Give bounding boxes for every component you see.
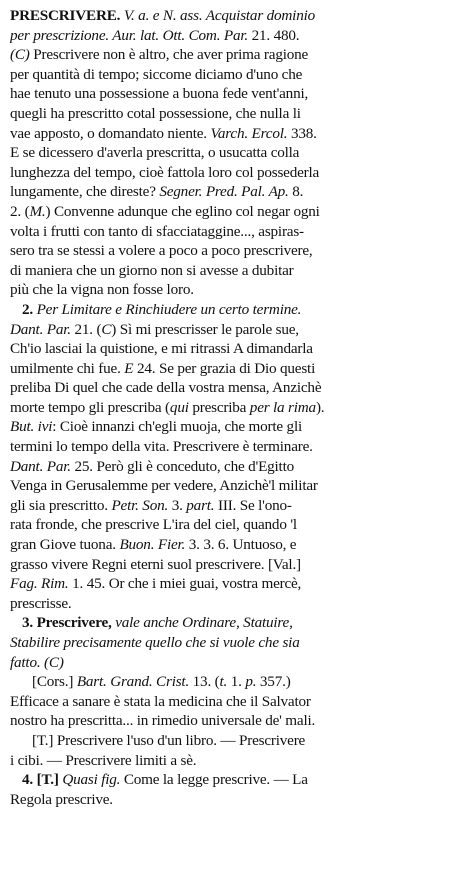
text-line [10, 378, 462, 398]
text-run: Varch. Ercol. [210, 124, 288, 142]
sense-4 [10, 770, 462, 809]
text-run: Ch'io lasciai la quistione, e mi ritrassi A dimandarla [10, 340, 313, 358]
text-run: morte tempo gli prescriba ( [10, 398, 170, 416]
text-line [10, 672, 462, 692]
text-run: di maniera che un giorno non si avesse a dubitar [10, 261, 294, 279]
text-line [10, 711, 462, 731]
text-run: ) Convenne adunque che eglino col negar ogni [45, 202, 320, 220]
text-run: più che la vigna non fosse loro. [10, 281, 194, 299]
text-line [10, 535, 462, 555]
text-run: Quasi fig. [62, 771, 121, 789]
sense-3 [10, 613, 462, 672]
text-run: prescriba [188, 398, 250, 416]
text-run: 3. [168, 496, 187, 514]
text-line [10, 574, 462, 594]
text-line [10, 770, 462, 790]
text-line [10, 45, 462, 65]
text-run: 21. 480. [247, 26, 300, 44]
text-line [10, 143, 462, 163]
text-line [10, 751, 462, 771]
text-run: fatto. (C) [10, 653, 64, 671]
text-run: gran Giove tuona. [10, 536, 120, 554]
text-run: V. a. e N. ass. Acquistar dominio [123, 7, 316, 24]
text-line [10, 515, 462, 535]
text-run: 8. [288, 183, 304, 201]
text-run: 25. Però gli è conceduto, che d'Egitto [70, 457, 294, 475]
text-line [10, 65, 462, 85]
entry-prescrivere [10, 6, 462, 300]
text-run: C [101, 320, 112, 338]
text-run: ). [315, 398, 325, 416]
text-run: 1. 45. Or che i miei guai, vostra mercè, [68, 575, 302, 593]
text-run: gli sia prescritto. [10, 496, 112, 514]
text-run: vale anche Ordinare, Statuire, [111, 614, 293, 632]
text-run: Buon. Fier. [119, 536, 186, 554]
text-line [10, 280, 462, 300]
text-run: qui [169, 398, 189, 416]
text-line [10, 613, 462, 633]
text-line [10, 653, 462, 673]
text-line [10, 457, 462, 477]
text-run: Come la legge prescrive. — La [120, 771, 308, 789]
text-run: Dant. Par. [10, 457, 71, 475]
text-run: E [124, 359, 134, 377]
text-line [10, 692, 462, 712]
text-run: preliba Di quel che cade della vostra mensa, Anzichè [10, 379, 322, 397]
text-line [10, 594, 462, 614]
text-line [10, 790, 462, 810]
text-run: 21. ( [70, 320, 102, 338]
text-run: i cibi. — Prescrivere limiti a sè. [10, 751, 197, 769]
text-line [10, 202, 462, 222]
text-line [10, 163, 462, 183]
text-run: Segner. Pred. Pal. Ap. [159, 183, 289, 201]
text-run: hae tenuto una possessione a buona fede vent'anni, [10, 85, 309, 103]
text-line [10, 731, 462, 751]
text-run: volta i frutti con tanto di sfacciataggine..., aspiras- [10, 222, 304, 240]
text-run: p. [245, 673, 257, 691]
text-line [10, 300, 462, 320]
text-line [10, 476, 462, 496]
text-line [10, 555, 462, 575]
text-run: Petr. Son. [111, 496, 169, 514]
text-run: nostro ha prescritta... in rimedio universale de' mali. [10, 712, 316, 730]
text-run: Bart. Grand. Crist. [76, 673, 190, 691]
text-line [10, 437, 462, 457]
text-run: prescrisse. [10, 594, 72, 612]
text-run: 13. ( [189, 673, 220, 691]
text-run: But. ivi [10, 418, 53, 436]
text-line [10, 633, 462, 653]
citation-cors [10, 672, 462, 731]
text-run: (C) [10, 46, 30, 64]
text-run: ) Sì mi prescrisser le parole sue, [111, 320, 299, 338]
text-line [10, 261, 462, 281]
text-run: Regola prescrive. [10, 790, 113, 808]
text-run: 4. [T.] [22, 771, 63, 789]
note-t [10, 731, 462, 770]
text-run: 338. [287, 124, 317, 142]
text-line [10, 182, 462, 202]
text-run: per prescrizione. Aur. lat. Ott. Com. Par. [10, 26, 248, 44]
text-run: : Cioè innanzi ch'egli muoja, che morte gli [52, 418, 302, 436]
text-run: Dant. Par. [10, 320, 71, 338]
text-run: Prescrivere non è altro, che aver prima ragione [29, 46, 309, 64]
text-run: lunghezza del tempo, cioè fattola loro col possederla [10, 163, 320, 181]
text-line [10, 124, 462, 144]
text-run: M. [29, 202, 46, 220]
text-line [10, 339, 462, 359]
text-run: 3. 3. 6. Untuoso, e [185, 536, 297, 554]
text-run: termini lo tempo della vita. Prescrivere è terminare. [10, 438, 313, 456]
text-run: 3. Prescrivere, [22, 614, 112, 632]
text-line [10, 496, 462, 516]
text-run: Fag. Rim. [10, 575, 69, 593]
text-line [10, 417, 462, 437]
text-run: [T.] Prescrivere l'uso d'un libro. — Prescrivere [32, 731, 306, 749]
text-run: per quantità di tempo; siccome diciamo d'uno che [10, 65, 303, 83]
text-run: 24. Se per grazia di Dio questi [133, 359, 316, 377]
text-run: Venga in Gerusalemme per vedere, Anzichè'l militar [10, 477, 318, 495]
text-run: E se dicessero d'averla prescritta, o usucatta colla [10, 144, 300, 162]
text-run: vae apposto, o domandato niente. [10, 124, 211, 142]
sense-2 [10, 300, 462, 614]
text-run: sero tra se stessi a volere a poco a poco prescrivere, [10, 242, 313, 260]
text-line [10, 26, 462, 46]
text-line [10, 104, 462, 124]
text-line [10, 241, 462, 261]
text-run: PRESCRIVERE. [10, 7, 121, 24]
text-run: rata fronde, che prescrive L'ira del ciel, quando 'l [10, 516, 297, 534]
text-run: 1. [227, 673, 246, 691]
text-run: [Cors.] [32, 673, 77, 691]
text-run: 2. ( [10, 202, 30, 220]
text-line [10, 320, 462, 340]
text-run: Efficace a sanare è stata la medicina che il Salvator [10, 692, 311, 710]
text-run: t. [219, 673, 228, 691]
text-run: 357.) [256, 673, 291, 691]
text-run: quegli ha prescritto cotal possessione, che nulla li [10, 104, 301, 122]
text-line [10, 84, 462, 104]
text-run: Stabilire precisamente quello che si vuole che sia [10, 634, 300, 651]
text-line [10, 359, 462, 379]
text-run: part. [186, 496, 215, 514]
text-line [10, 6, 462, 26]
text-run: 2. [22, 300, 37, 318]
text-line [10, 398, 462, 418]
text-run: III. Se l'ono- [214, 496, 292, 514]
text-run: Per Limitare e Rinchiudere un certo termine. [36, 300, 302, 318]
text-line [10, 222, 462, 242]
text-run: umilmente chi fue. [10, 359, 125, 377]
text-run: per la rima [249, 398, 316, 416]
text-run: grasso vivere Regni eterni suol prescrivere. [Val.] [10, 555, 301, 573]
text-run: lungamente, che direste? [10, 183, 160, 201]
